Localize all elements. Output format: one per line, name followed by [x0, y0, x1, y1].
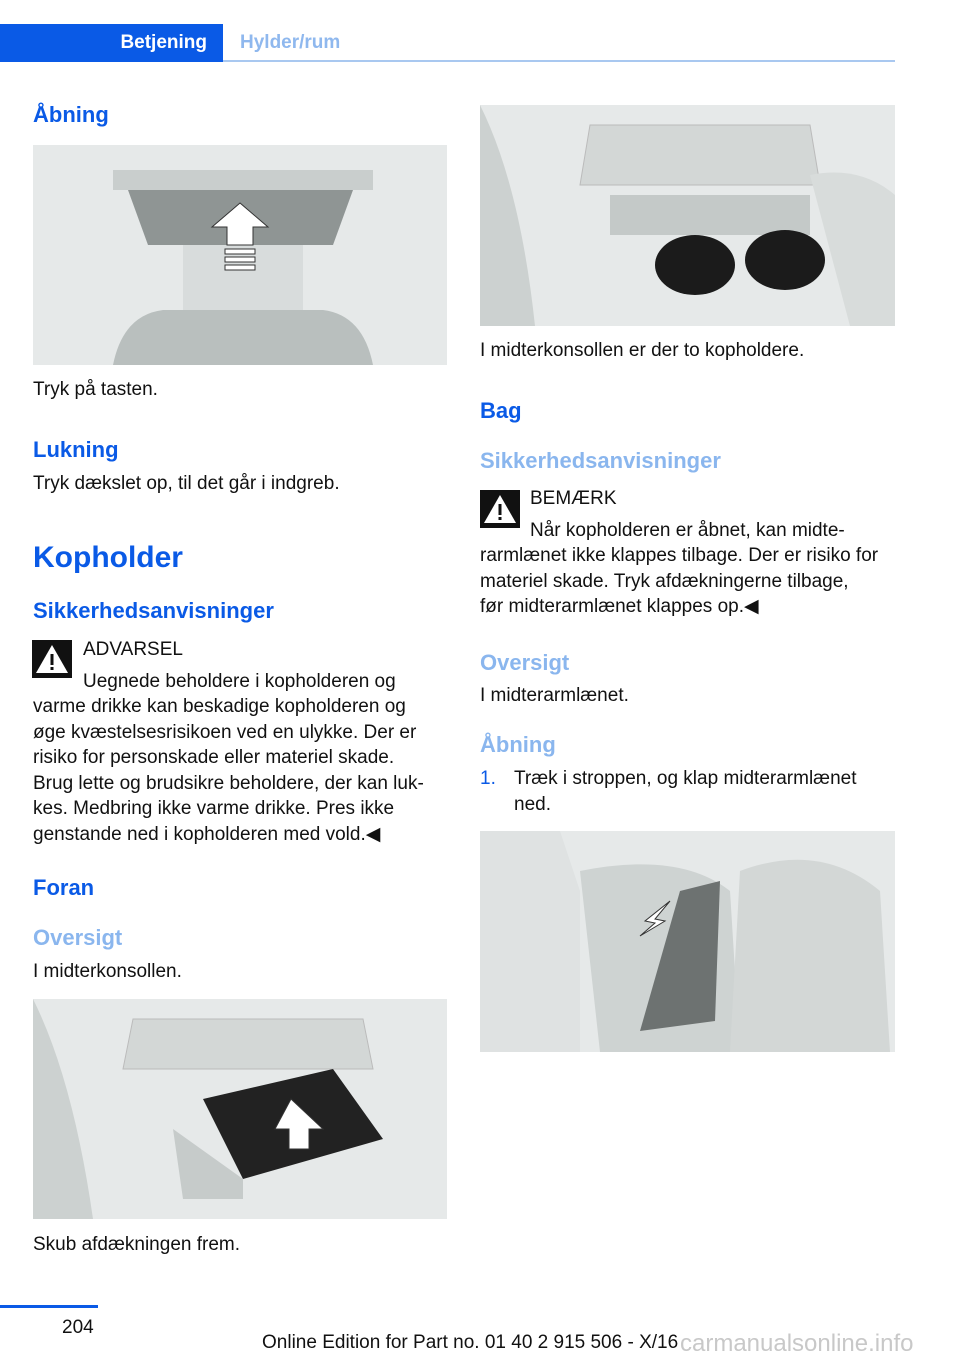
- step-line: ned.: [514, 793, 551, 815]
- tab-betjening[interactable]: Betjening: [0, 24, 223, 62]
- text-kopholdere: I midterkonsollen er der to kopholdere.: [480, 340, 805, 361]
- text-oversigt: I midterkonsollen.: [33, 961, 182, 982]
- header-divider: [223, 60, 895, 62]
- step-line: Træk i stroppen, og klap midterarmlænet: [514, 768, 857, 789]
- edition-text: Online Edition for Part no. 01 40 2 915 506 - X/16: [262, 1332, 679, 1353]
- text-abning: Tryk på tasten.: [33, 379, 158, 400]
- footer-rule: [0, 1305, 98, 1308]
- heading-lukning: Lukning: [33, 437, 119, 462]
- warning-text: [33, 694, 453, 847]
- warning-title: ADVARSEL: [83, 639, 183, 660]
- tab-hylder-rum[interactable]: Hylder/rum: [240, 32, 341, 53]
- warning-line: øge kvæstelsesrisikoen ved en ulykke. Der er: [33, 721, 417, 743]
- warning-icon: [32, 640, 72, 678]
- text-lukning: Tryk dækslet op, til det går i indgreb.: [33, 473, 340, 494]
- heading-oversigt: Oversigt: [33, 925, 123, 950]
- step-number: 1.: [480, 768, 496, 789]
- text-skub: Skub afdækningen frem.: [33, 1234, 241, 1255]
- warning-icon: [480, 490, 520, 528]
- heading-foran: Foran: [33, 875, 95, 900]
- warning-line: Brug lette og brudsikre beholdere, der kan luk-: [33, 772, 424, 794]
- heading-sikkerhed: Sikkerhedsanvisninger: [33, 598, 274, 623]
- note-line: materiel skade. Tryk afdækningerne tilbage,: [480, 570, 849, 592]
- illustration-overhead-console: [33, 145, 447, 365]
- watermark: carmanualsonline.info: [680, 1330, 914, 1357]
- note-line: før midterarmlænet klappes op.◀: [480, 596, 759, 617]
- heading-kopholder: Kopholder: [33, 541, 183, 574]
- page-number: 204: [62, 1317, 94, 1338]
- note-line: rarmlænet ikke klappes tilbage. Der er risiko for: [480, 545, 879, 566]
- text-oversigt-bag: I midterarmlænet.: [480, 685, 629, 706]
- heading-bag: Bag: [480, 398, 522, 423]
- heading-abning: Åbning: [33, 102, 109, 127]
- heading-oversigt-bag: Oversigt: [480, 650, 570, 675]
- note-line: Når kopholderen er åbnet, kan midte-: [530, 520, 845, 541]
- note-text: [480, 543, 910, 620]
- warning-line: genstande ned i kopholderen med vold.◀: [33, 823, 381, 845]
- warning-line: kes. Medbring ikke varme drikke. Pres ikke: [33, 798, 395, 819]
- step-text: [514, 766, 856, 817]
- illustration-cupholder-cover: [33, 999, 447, 1219]
- heading-abning-bag: Åbning: [480, 732, 556, 757]
- illustration-cupholders-open: [480, 105, 895, 326]
- warning-line: risiko for personskade eller materiel skade.: [33, 747, 395, 768]
- heading-sikkerhed-bag: Sikkerhedsanvisninger: [480, 448, 721, 473]
- warning-line: Uegnede beholdere i kopholderen og: [83, 671, 396, 692]
- illustration-rear-armrest: [480, 831, 895, 1052]
- note-title: BEMÆRK: [530, 488, 617, 509]
- warning-line: varme drikke kan beskadige kopholderen og: [33, 696, 406, 717]
